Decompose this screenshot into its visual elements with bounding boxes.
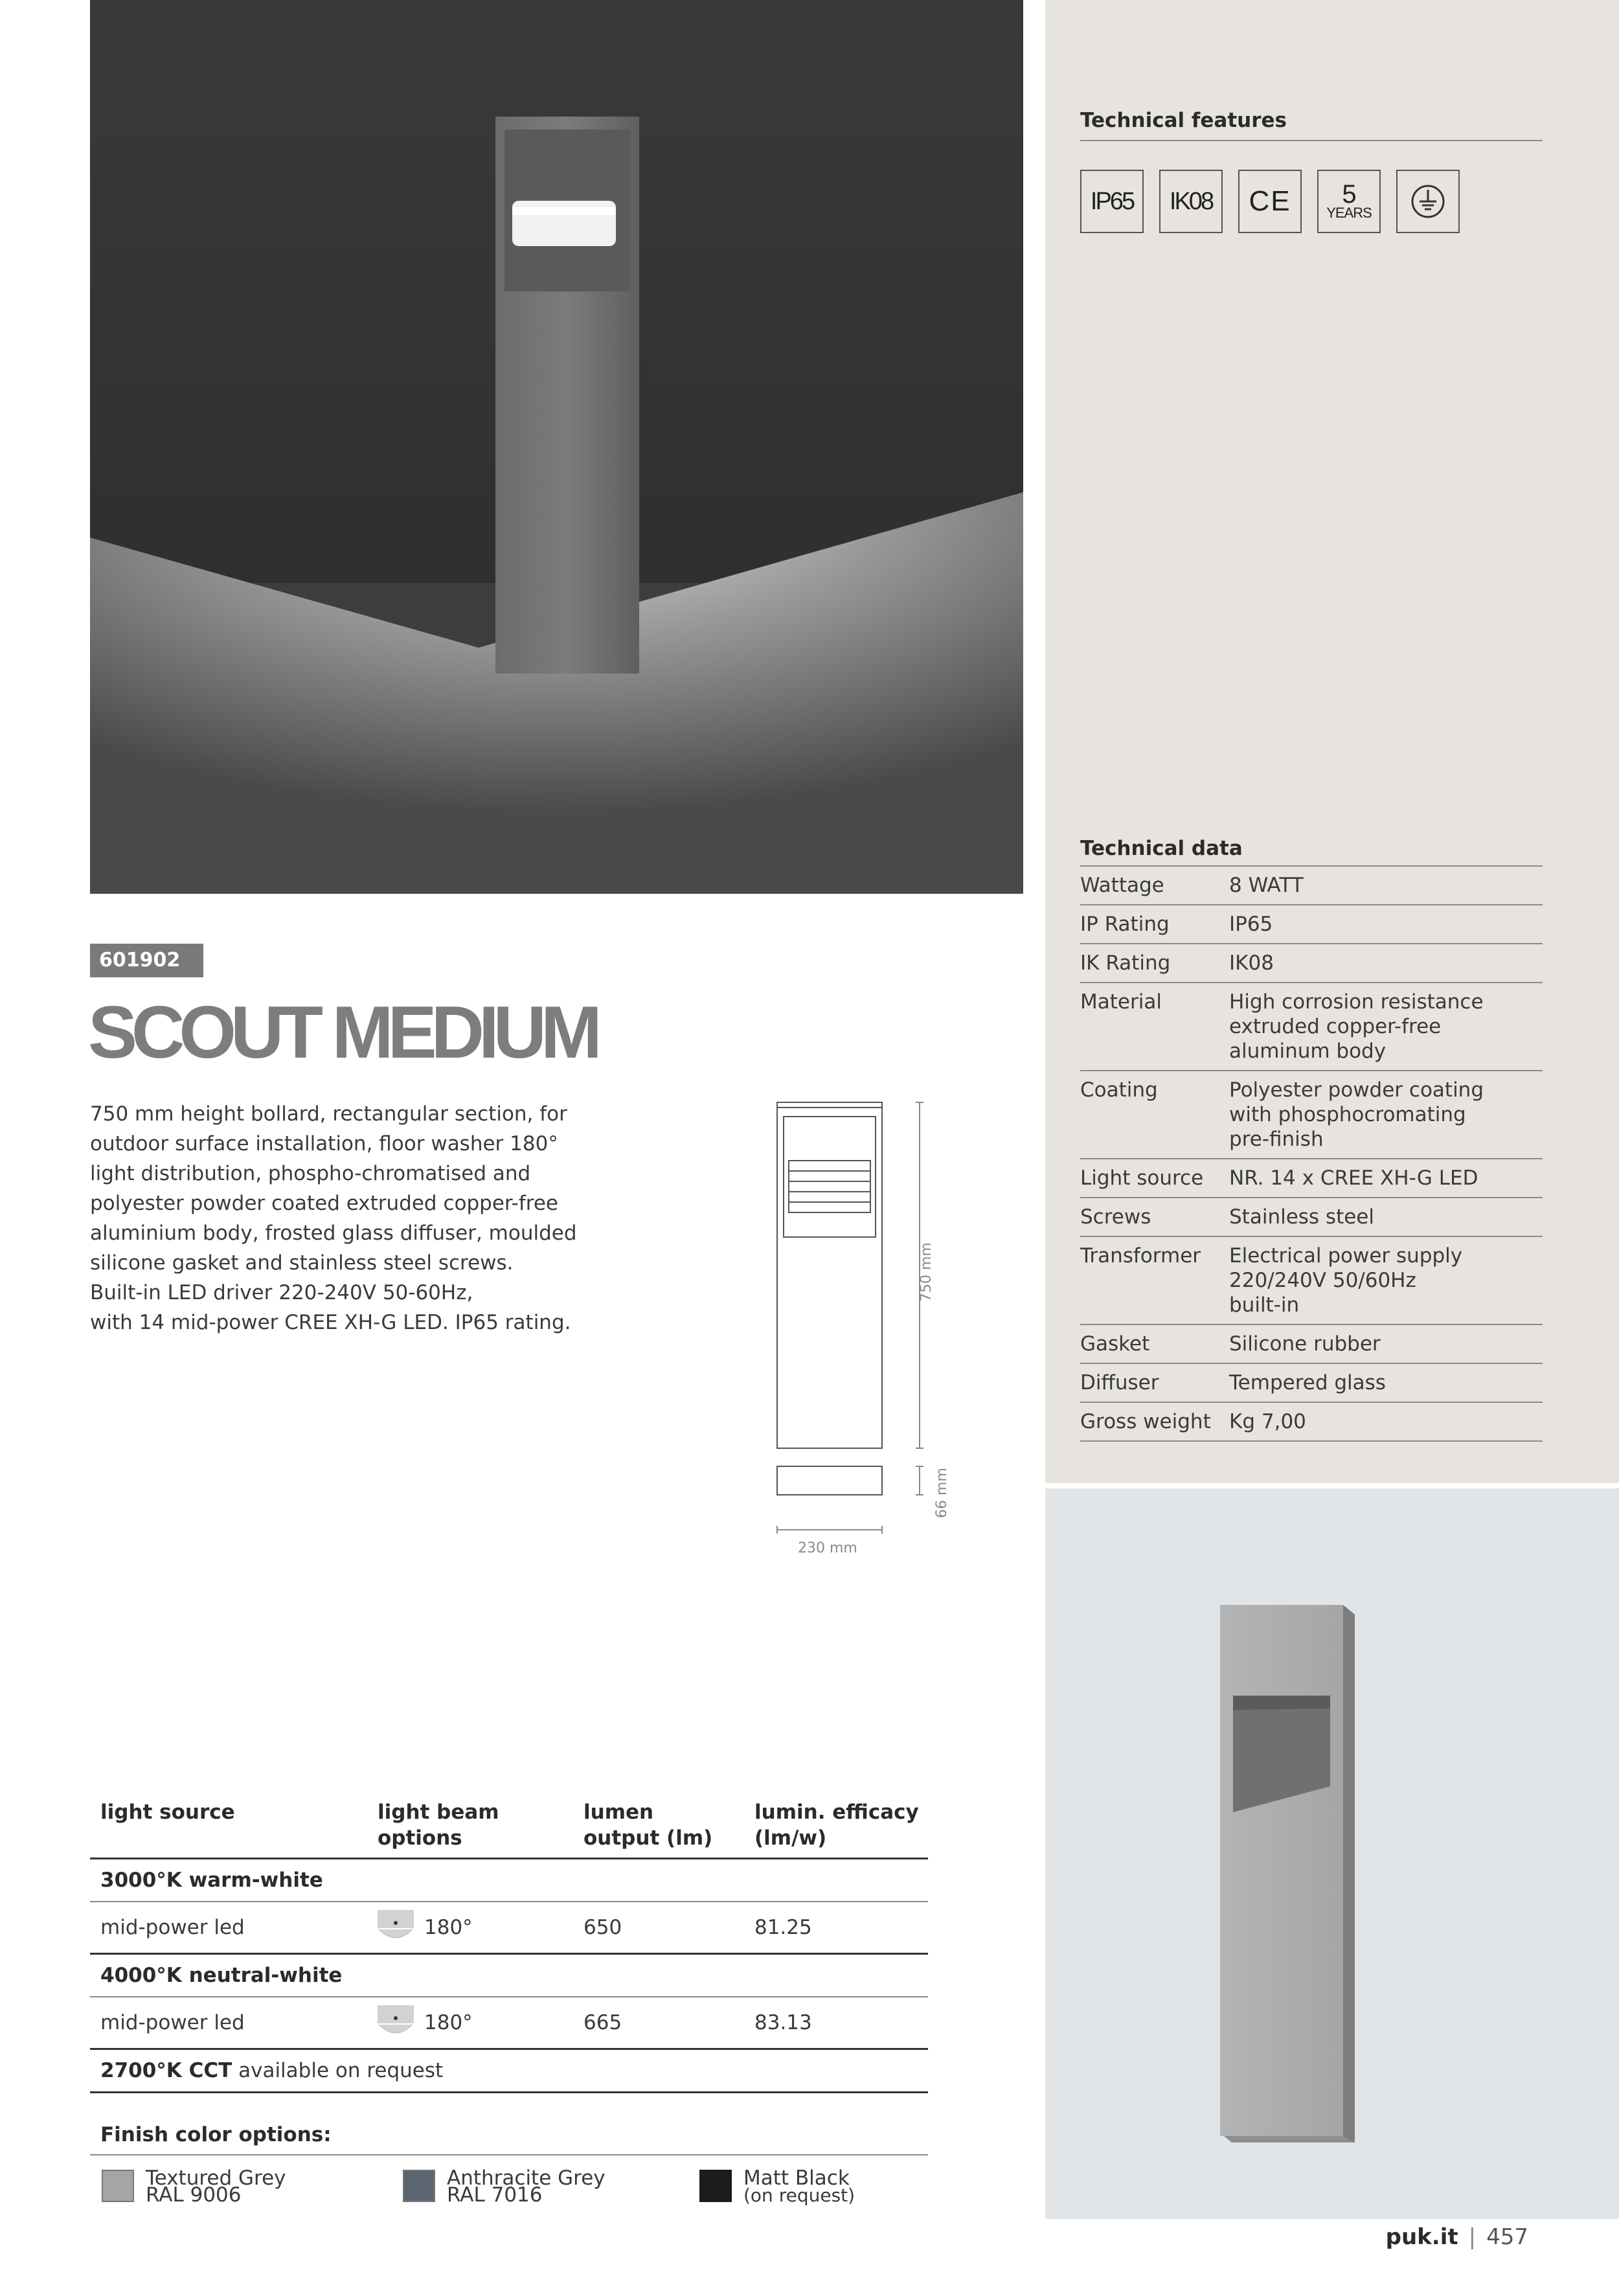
ce-mark-badge-icon: CE — [1238, 170, 1302, 233]
page-number: 457 — [1486, 2224, 1528, 2250]
color-swatch — [699, 2170, 732, 2202]
group-title: 3000°K warm-white — [90, 1859, 928, 1902]
product-title: SCOUT MEDIUM — [88, 992, 596, 1074]
header-beam-options: light beam options — [378, 1801, 499, 1850]
tech-row-wattage: Wattage 8 WATT — [1080, 867, 1543, 905]
tech-row-gross-weight: Gross weight Kg 7,00 — [1080, 1403, 1543, 1442]
bollard-daylight-illustration — [1045, 1488, 1619, 2219]
light-source-table — [90, 1793, 928, 2093]
bollard-night-illustration — [90, 0, 1023, 894]
page-footer: puk.it | 457 — [1385, 2224, 1528, 2250]
divider — [90, 2154, 928, 2155]
technical-data-title: Technical data — [1080, 837, 1243, 860]
width-dimension-label: 230 mm — [798, 1540, 857, 1556]
technical-data-table — [1080, 867, 1543, 1442]
divider — [1080, 140, 1543, 141]
product-photo — [1045, 1488, 1619, 2219]
beam-180-icon — [378, 1910, 414, 1945]
cct-note: 2700°K CCT available on request — [90, 2050, 928, 2093]
base-dimension-label: 66 mm — [934, 1468, 950, 1518]
beam-180-icon — [378, 2005, 414, 2040]
finish-option-matt-black: Matt Black (on request) — [699, 2170, 855, 2204]
tech-row-ik-rating: IK Rating IK08 — [1080, 944, 1543, 983]
tech-row-light-source: Light source NR. 14 x CREE XH-G LED — [1080, 1159, 1543, 1198]
hero-photo — [90, 0, 1023, 894]
bollard-line-drawing — [764, 1095, 984, 1561]
finish-option-anthracite-grey: Anthracite Grey RAL 7016 — [403, 2170, 606, 2203]
finish-title: Finish color options: — [100, 2123, 332, 2146]
feature-badges — [1080, 170, 1460, 233]
product-code-badge: 601902 — [90, 944, 203, 977]
table-header — [90, 1793, 928, 1859]
tech-row-diffuser: Diffuser Tempered glass — [1080, 1364, 1543, 1403]
product-description: 750 mm height bollard, rectangular section, for outdoor surface installation, floor washer 180° light distribution, phospho-chromatised and polyester powder coated extruded copper-free aluminium body, frosted glass diffuser, moulded silicone gasket and stainless steel screws. Built-in LED driver 220-240V 50-60Hz, with 14 mid-power CREE XH-G LED. IP65 rating. — [90, 1102, 577, 1334]
table-row: mid-power led 180° 650 81.25 — [90, 1902, 928, 1955]
tech-row-gasket: Gasket Silicone rubber — [1080, 1325, 1543, 1364]
tech-row-ip-rating: IP Rating IP65 — [1080, 905, 1543, 944]
header-lumen-output: lumen output (lm) — [583, 1801, 713, 1850]
group-title: 4000°K neutral-white — [90, 1955, 928, 1997]
tech-row-transformer: Transformer Electrical power supply 220/240V 50/60Hz built-in — [1080, 1237, 1543, 1325]
brand-link[interactable]: puk.it — [1385, 2224, 1458, 2250]
tech-row-screws: Screws Stainless steel — [1080, 1198, 1543, 1237]
technical-features-title: Technical features — [1080, 109, 1287, 132]
color-swatch — [403, 2170, 435, 2202]
ip-rating-badge-icon: IP65 — [1080, 170, 1144, 233]
earth-ground-badge-icon — [1396, 170, 1460, 233]
header-efficacy: lumin. efficacy (lm/w) — [754, 1801, 919, 1850]
ik-rating-badge-icon: IK08 — [1159, 170, 1223, 233]
table-row: mid-power led 180° 665 83.13 — [90, 1997, 928, 2050]
color-swatch — [102, 2170, 134, 2202]
tech-row-material: Material High corrosion resistance extruded copper-free aluminum body — [1080, 983, 1543, 1071]
warranty-badge-icon: 5 YEARS — [1317, 170, 1381, 233]
tech-row-coating: Coating Polyester powder coating with phosphocromating pre-finish — [1080, 1071, 1543, 1159]
height-dimension-label: 750 mm — [918, 1242, 934, 1302]
dimension-drawing — [764, 1095, 984, 1563]
header-light-source: light source — [100, 1801, 235, 1824]
finish-option-textured-grey: Textured Grey RAL 9006 — [102, 2170, 286, 2203]
